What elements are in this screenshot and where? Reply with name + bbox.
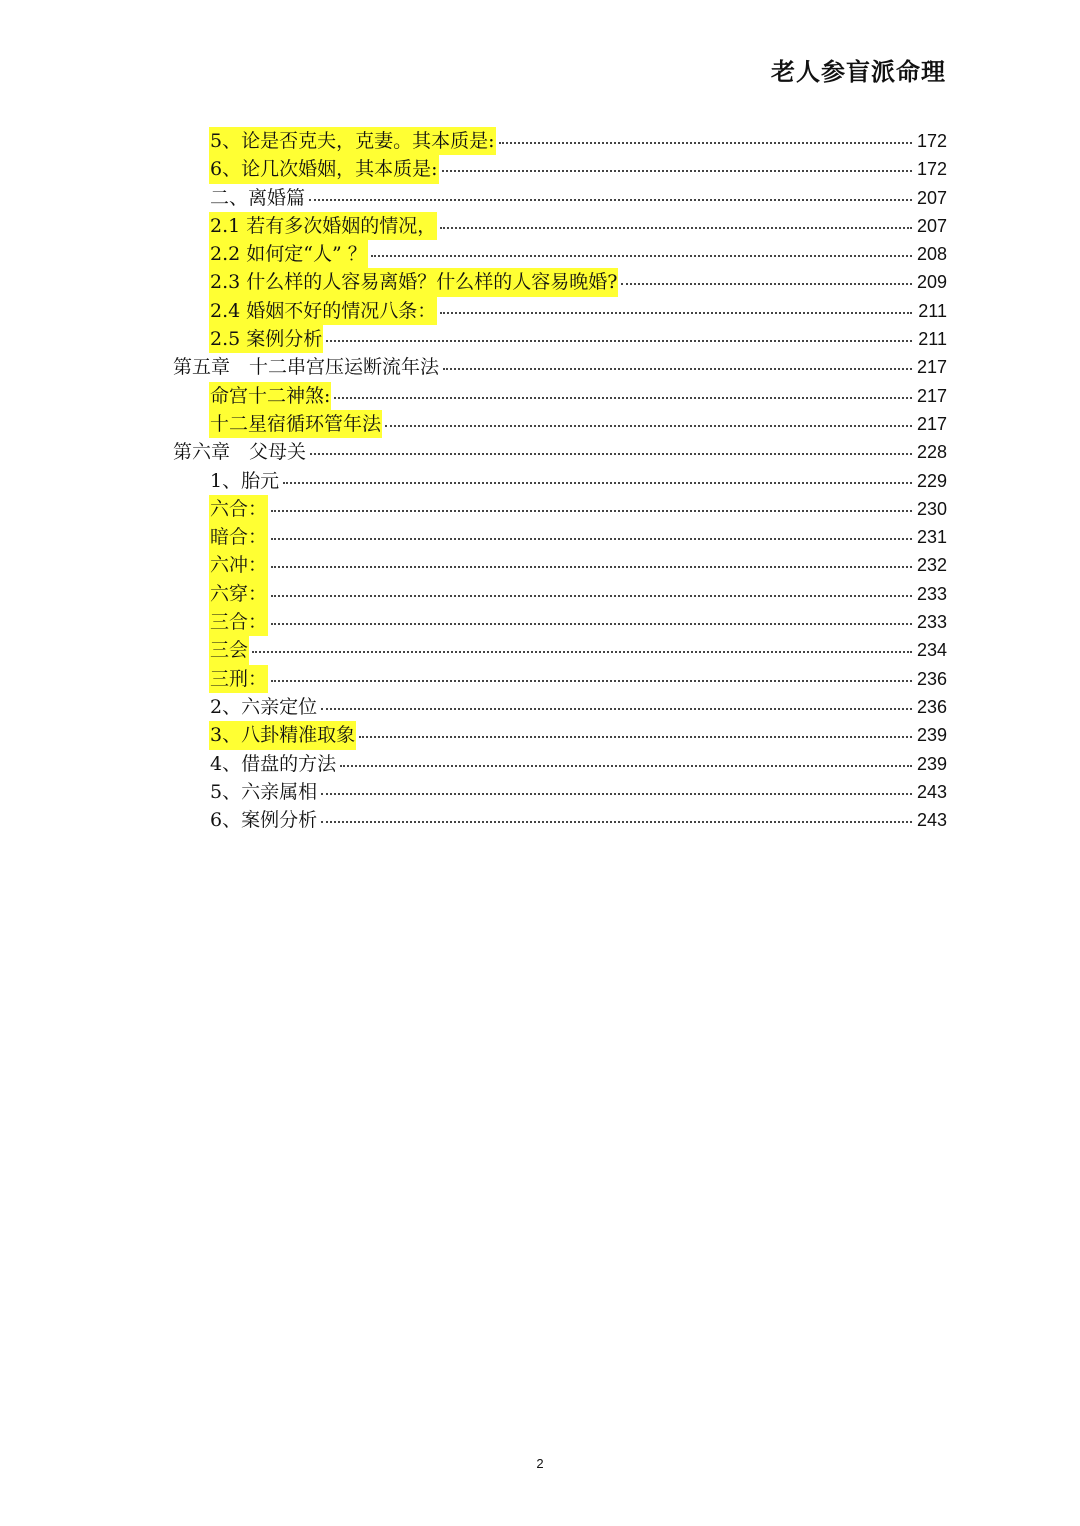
toc-entry-page: 229 [916,470,947,491]
toc-entry[interactable] [172,580,947,608]
toc-entry-label: 三会 [209,636,249,664]
toc-entry-label: 三刑： [209,665,268,693]
toc-entry[interactable] [172,778,947,806]
toc-dot-leader [271,680,912,682]
toc-dot-leader [321,793,912,795]
toc-entry-page: 209 [916,272,947,293]
toc-entry[interactable] [172,212,947,240]
toc-entry-page: 232 [916,555,947,576]
toc-dot-leader [359,736,912,738]
toc-entry[interactable] [172,523,947,551]
document-header-title: 老人参盲派命理 [771,57,946,86]
toc-entry[interactable] [172,693,947,721]
toc-dot-leader [271,623,912,625]
toc-dot-leader [442,170,913,172]
toc-entry-label: 暗合： [209,523,268,551]
toc-entry-label: 5、六亲属相 [210,780,318,803]
toc-dot-leader [371,255,912,257]
toc-entry-page: 217 [916,357,947,378]
toc-dot-leader [443,368,912,370]
toc-entry-page: 211 [918,329,947,350]
page-number: 2 [536,1456,544,1471]
toc-entry-label: 6、案例分析 [210,809,318,832]
toc-entry-label: 2.4 婚姻不好的情况八条： [209,297,437,325]
toc-dot-leader [440,312,912,314]
toc-entry-page: 239 [916,753,947,774]
toc-entry[interactable] [172,325,947,353]
toc-entry-page: 236 [916,668,947,689]
toc-entry[interactable] [172,184,947,212]
toc-entry-page: 239 [916,725,947,746]
toc-entry[interactable] [172,721,947,749]
toc-dot-leader [309,199,912,201]
toc-entry-label: 4、借盘的方法 [210,752,337,775]
toc-dot-leader [321,708,912,710]
toc-entry-page: 231 [916,527,947,548]
toc-dot-leader [340,765,912,767]
toc-entry-page: 172 [916,159,947,180]
toc-entry[interactable] [172,353,947,381]
toc-entry-label: 1、胎元 [210,469,280,492]
toc-entry-label: 六合： [209,495,268,523]
toc-entry-label: 第五章 十二串宫压运断流年法 [173,356,440,379]
toc-entry[interactable] [172,495,947,523]
toc-entry-page: 243 [916,781,947,802]
toc-dot-leader [252,651,912,653]
toc-entry-label: 六冲： [209,551,268,579]
toc-entry-page: 228 [916,442,947,463]
toc-entry[interactable] [172,665,947,693]
toc-dot-leader [271,538,912,540]
toc-entry-page: 217 [916,385,947,406]
table-of-contents [172,127,947,834]
toc-entry-page: 230 [916,498,947,519]
toc-entry-page: 217 [916,413,947,434]
toc-entry[interactable] [172,382,947,410]
toc-entry-page: 236 [916,696,947,717]
toc-entry-page: 243 [916,810,947,831]
toc-entry-label: 三合： [209,608,268,636]
toc-entry-label: 5、论是否克夫，克妻。其本质是: [209,127,496,155]
toc-dot-leader [271,595,912,597]
toc-dot-leader [271,566,912,568]
toc-dot-leader [385,425,912,427]
toc-entry[interactable] [172,608,947,636]
toc-entry[interactable] [172,438,947,466]
toc-entry[interactable] [172,806,947,834]
toc-entry-page: 207 [916,215,947,236]
toc-entry-label: 6、论几次婚姻，其本质是: [209,155,439,183]
toc-entry-label: 3、八卦精准取象 [209,721,356,749]
toc-dot-leader [321,821,912,823]
toc-entry[interactable] [172,410,947,438]
toc-dot-leader [499,142,913,144]
toc-dot-leader [310,453,912,455]
toc-dot-leader [334,397,912,399]
toc-entry[interactable] [172,268,947,296]
toc-entry-label: 2.3 什么样的人容易离婚？什么样的人容易晚婚? [209,268,618,296]
toc-entry-page: 233 [916,583,947,604]
toc-entry[interactable] [172,297,947,325]
toc-entry-page: 208 [916,244,947,265]
toc-entry[interactable] [172,551,947,579]
toc-entry[interactable] [172,127,947,155]
toc-entry-label: 2.2 如何定“人” ？ [209,240,368,268]
toc-entry-page: 233 [916,612,947,633]
toc-entry-label: 十二星宿循环管年法 [209,410,382,438]
toc-entry[interactable] [172,240,947,268]
toc-entry-page: 211 [918,300,947,321]
toc-entry-label: 2、六亲定位 [210,695,318,718]
toc-dot-leader [440,227,912,229]
toc-entry-label: 2.5 案例分析 [209,325,323,353]
toc-entry-label: 命宫十二神煞: [209,382,331,410]
toc-entry-label: 第六章 父母关 [173,441,307,464]
toc-entry-page: 234 [916,640,947,661]
toc-entry[interactable] [172,636,947,664]
toc-entry[interactable] [172,155,947,183]
toc-entry-label: 六穿： [209,580,268,608]
toc-dot-leader [326,340,912,342]
toc-dot-leader [271,510,912,512]
toc-entry[interactable] [172,467,947,495]
toc-dot-leader [621,283,912,285]
toc-entry-label: 二、离婚篇 [210,186,306,209]
toc-entry[interactable] [172,750,947,778]
toc-entry-label: 2.1 若有多次婚姻的情况， [209,212,437,240]
toc-entry-page: 172 [916,131,947,151]
toc-entry-page: 207 [916,187,947,208]
toc-dot-leader [283,482,912,484]
